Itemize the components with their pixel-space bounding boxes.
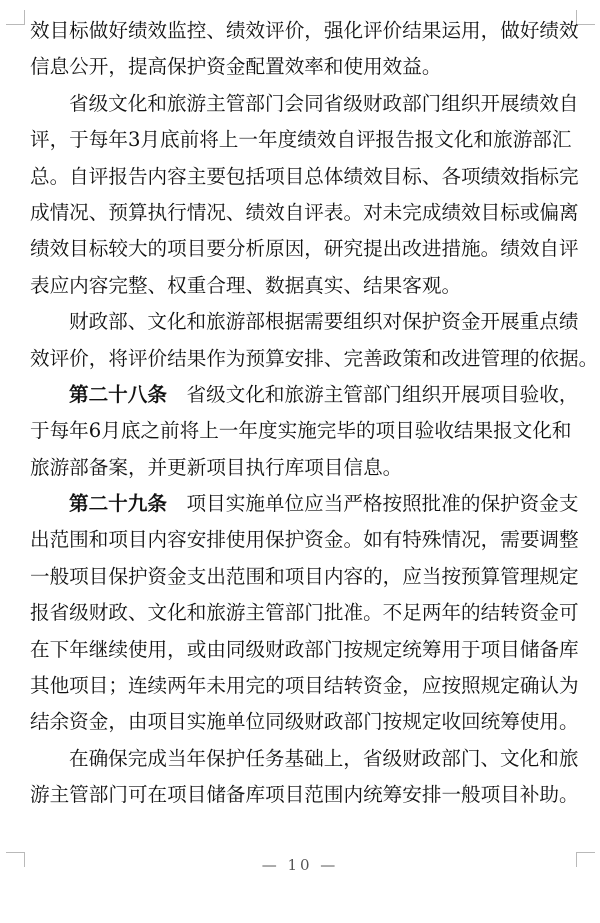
article-28-first-text: 省级文化和旅游主管部门组织开展项目验收， (166, 382, 579, 406)
body-line: 信息公开，提高保护资金配置效率和使用效益。 (30, 55, 442, 79)
body-line: 旅游部备案，并更新项目执行库项目信息。 (30, 455, 403, 479)
body-line: 省级文化和旅游主管部门会同省级财政部门组织开展绩效自 (69, 91, 579, 115)
article-29-first-text: 项目实施单位应当严格按照批准的保护资金支 (166, 492, 579, 516)
article-29-first-line (30, 486, 586, 522)
page-number: — 10 — (261, 856, 339, 874)
body-line: 效目标做好绩效监控、绩效评价，强化评价结果运用，做好绩效 (30, 19, 579, 42)
crop-mark-top-left (6, 10, 25, 25)
body-line: 结余资金，由项目实施单位同级财政部门按规定收回统筹使用。 (30, 710, 579, 734)
body-line: 效评价，将评价结果作为预算安排、完善政策和改进管理的依据。 (30, 346, 599, 370)
body-line: 报省级财政、文化和旅游主管部门批准。不足两年的结转资金可 (30, 601, 579, 625)
document-body (30, 13, 599, 814)
body-line: 总。自评报告内容主要包括项目总体绩效目标、各项绩效指标完 (30, 164, 579, 188)
body-line: 评，于每年3月底前将上一年度绩效自评报告报文化和旅游部汇 (30, 128, 572, 152)
body-line: 游主管部门可在项目储备库项目范围内统筹安排一般项目补助。 (30, 783, 579, 807)
body-line: 在确保完成当年保护任务基础上，省级财政部门、文化和旅 (69, 746, 579, 770)
article-29-heading: 第二十九条 (69, 492, 167, 516)
body-line: 在下年继续使用，或由同级财政部门按规定统筹用于项目储备库 (30, 637, 579, 661)
body-line: 绩效目标较大的项目要分析原因，研究提出改进措施。绩效自评 (30, 237, 579, 261)
body-line: 其他项目；连续两年未用完的项目结转资金，应按照规定确认为 (30, 674, 579, 698)
body-line: 于每年6月底之前将上一年度实施完毕的项目验收结果报文化和 (30, 419, 572, 443)
body-line: 表应内容完整、权重合理、数据真实、结果客观。 (30, 273, 462, 297)
article-28-heading: 第二十八条 (69, 382, 167, 406)
body-line: 财政部、文化和旅游部根据需要组织对保护资金开展重点绩 (69, 310, 579, 334)
article-28-first-line (30, 377, 586, 413)
body-line: 成情况、预算执行情况、绩效自评表。对未完成绩效目标或偏离 (30, 200, 579, 224)
body-line: 出范围和项目内容安排使用保护资金。如有特殊情况，需要调整 (30, 528, 579, 552)
body-line: 一般项目保护资金支出范围和项目内容的，应当按预算管理规定 (30, 564, 579, 588)
